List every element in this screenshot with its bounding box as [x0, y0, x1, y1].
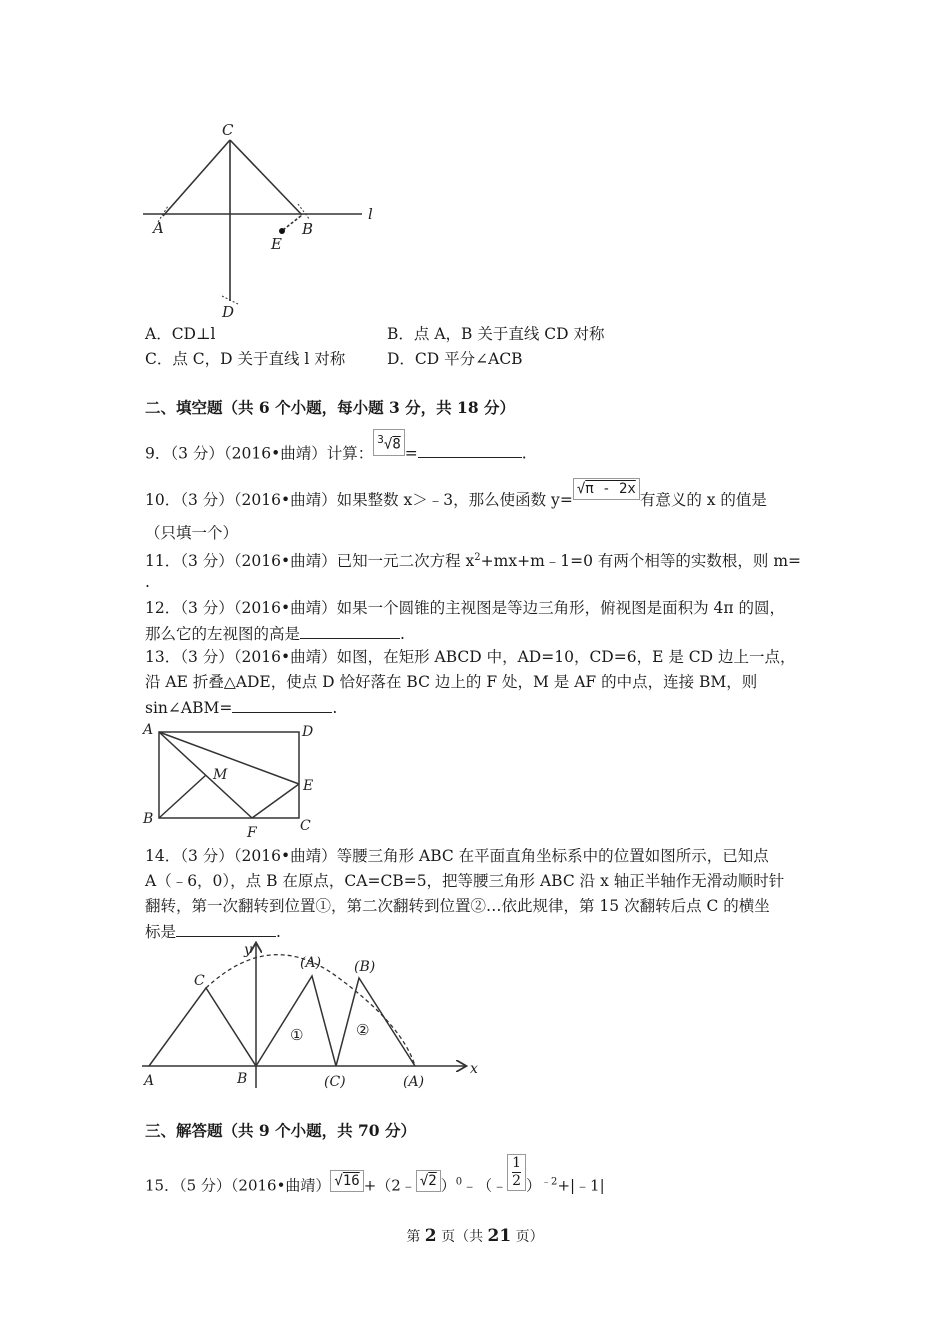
triangle-position-1	[256, 976, 336, 1066]
label-f: F	[247, 825, 257, 840]
q13-answer-blank	[232, 697, 332, 713]
label-e: E	[271, 235, 282, 253]
q9	[145, 433, 527, 468]
q15	[145, 1155, 605, 1205]
label-y: y	[244, 942, 252, 958]
triangle-position-2	[336, 978, 415, 1066]
q9-answer-blank	[418, 442, 522, 458]
q13-line1: 13．（3 分）（2016•曲靖）如图，在矩形 ABCD 中，AD=10，CD=6，E 是 CD 边上一点，	[145, 648, 796, 666]
q15-frac-denominator: 2	[512, 1173, 522, 1189]
label-pb: (B)	[354, 959, 376, 975]
q14-figure	[140, 938, 485, 1093]
label-c: C	[222, 121, 234, 139]
section-2-heading: 二、填空题（共 6 个小题，每小题 3 分，共 18 分）	[145, 398, 516, 417]
q10-line2: （只填一个）	[145, 524, 239, 542]
label-c: C	[194, 973, 205, 989]
q15-part1: +（2﹣	[363, 1176, 416, 1195]
q9-prefix: 9．（3 分）（2016•曲靖）计算：	[145, 444, 374, 463]
q10-sqrt: √π - 2x	[573, 478, 640, 500]
q12-line1: 12．（3 分）（2016•曲靖）如果一个圆锥的主视图是等边三角形，俯视图是面积为 4π 的圆，	[145, 599, 786, 617]
label-c: C	[300, 818, 311, 834]
footer-total-pages: 21	[487, 1226, 512, 1246]
label-b: B	[302, 220, 314, 238]
footer-pre: 第	[406, 1229, 425, 1245]
q11-prefix: 11．（3 分）（2016•曲靖）已知一元二次方程 x	[145, 552, 475, 571]
label-a: A	[153, 219, 164, 237]
page-footer	[0, 1226, 950, 1246]
q9-radicand: 8	[392, 436, 401, 453]
footer-post: 页）	[511, 1229, 544, 1245]
triangle-abc	[149, 988, 256, 1066]
q11-line2: .	[145, 573, 150, 591]
q9-end: .	[521, 444, 527, 463]
label-a: A	[144, 1073, 155, 1089]
q10-suffix: 有意义的 x 的值是	[639, 491, 767, 509]
q15-radicand-16: 16	[342, 1172, 360, 1189]
q13-figure	[140, 720, 325, 840]
q11-sup: 2	[474, 552, 481, 563]
q15-part5: +|﹣1|	[557, 1176, 605, 1195]
q9-cube-root: $^3$√8	[373, 429, 405, 456]
q13-line3	[145, 697, 337, 718]
segment-bm	[159, 775, 206, 818]
q12-answer-blank	[300, 623, 400, 639]
segment-fe	[252, 784, 299, 818]
position-1-mark: ①	[290, 1026, 304, 1044]
segment-cb	[230, 140, 302, 215]
q15-sqrt-16: √16	[330, 1170, 363, 1192]
q15-sqrt-2: √2	[416, 1170, 441, 1192]
q15-fraction-half	[507, 1154, 526, 1191]
label-d: D	[222, 303, 235, 321]
q12-line2	[145, 623, 405, 644]
q15-part3: ﹣（﹣	[462, 1176, 508, 1195]
q8-option-a: A．CD⊥l	[145, 325, 216, 343]
q8-option-c: C．点 C，D 关于直线 l 对称	[145, 350, 346, 368]
label-pc: (C)	[324, 1074, 346, 1090]
q13-end: .	[332, 699, 338, 717]
label-l: l	[368, 205, 373, 223]
segment-be	[283, 215, 302, 230]
q14-end: .	[276, 923, 281, 941]
q14-line2: A（﹣6，0），点 B 在原点，CA=CB=5，把等腰三角形 ABC 沿 x 轴正半轴作无滑动顺时针	[145, 872, 785, 890]
q14-text: 标是	[145, 923, 177, 941]
segment-ae	[159, 732, 299, 784]
q15-prefix: 15．（5 分）（2016•曲靖）	[145, 1176, 331, 1195]
q10-prefix: 10．（3 分）（2016•曲靖）如果整数 x＞﹣3，那么使函数 y=	[145, 491, 573, 509]
footer-page-number: 2	[424, 1226, 437, 1246]
label-d: D	[302, 724, 314, 740]
segment-ca	[163, 140, 230, 216]
label-b: B	[237, 1071, 248, 1087]
section-3-heading: 三、解答题（共 9 个小题，共 70 分）	[145, 1121, 416, 1140]
q15-radicand-2: 2	[428, 1172, 437, 1189]
q12-text: 那么它的左视图的高是	[145, 625, 301, 643]
q14-line1: 14．（3 分）（2016•曲靖）等腰三角形 ABC 在平面直角坐标系中的位置如图所示，已知点	[145, 847, 769, 865]
q11-line1	[145, 548, 801, 571]
q10-line1	[145, 481, 767, 512]
q9-equals: =	[404, 444, 418, 463]
q15-part4: ）	[526, 1176, 542, 1195]
q15-exp-neg2: ﹣2	[541, 1176, 558, 1188]
q8-option-b: B．点 A，B 关于直线 CD 对称	[387, 325, 605, 343]
q11-suffix: +mx+m﹣1=0 有两个相等的实数根，则 m=	[480, 552, 802, 571]
label-a: A	[143, 722, 154, 738]
q8-option-d: D．CD 平分∠ACB	[387, 350, 523, 368]
q10-radicand: π - 2x	[585, 481, 636, 497]
label-m: M	[213, 767, 228, 783]
label-x: x	[470, 1061, 478, 1077]
q15-frac-numerator: 1	[512, 1155, 522, 1171]
q13-line2: 沿 AE 折叠△ADE，使点 D 恰好落在 BC 边上的 F 处，M 是 AF 的中点，连接 BM，则	[145, 673, 758, 691]
footer-mid: 页（共	[436, 1229, 488, 1245]
label-pa1: (A)	[300, 955, 322, 971]
position-2-mark: ②	[356, 1021, 370, 1039]
rectangle-abcd	[159, 732, 299, 818]
point-e	[279, 228, 285, 234]
q9-root-index: 3	[377, 433, 384, 446]
label-e: E	[303, 778, 314, 794]
q15-part2: ）	[440, 1176, 456, 1195]
q14-line3: 翻转，第一次翻转到位置①，第二次翻转到位置②…依此规律，第 15 次翻转后点 C 的横坐	[145, 897, 770, 915]
rotation-arc	[206, 955, 415, 1066]
label-pa2: (A)	[403, 1074, 425, 1090]
q13-text: sin∠ABM=	[145, 699, 233, 717]
q15-exp-0: 0	[455, 1176, 463, 1188]
q14-answer-blank	[176, 921, 276, 937]
label-b: B	[143, 811, 154, 827]
q12-end: .	[400, 625, 405, 643]
q8-figure	[140, 118, 390, 323]
